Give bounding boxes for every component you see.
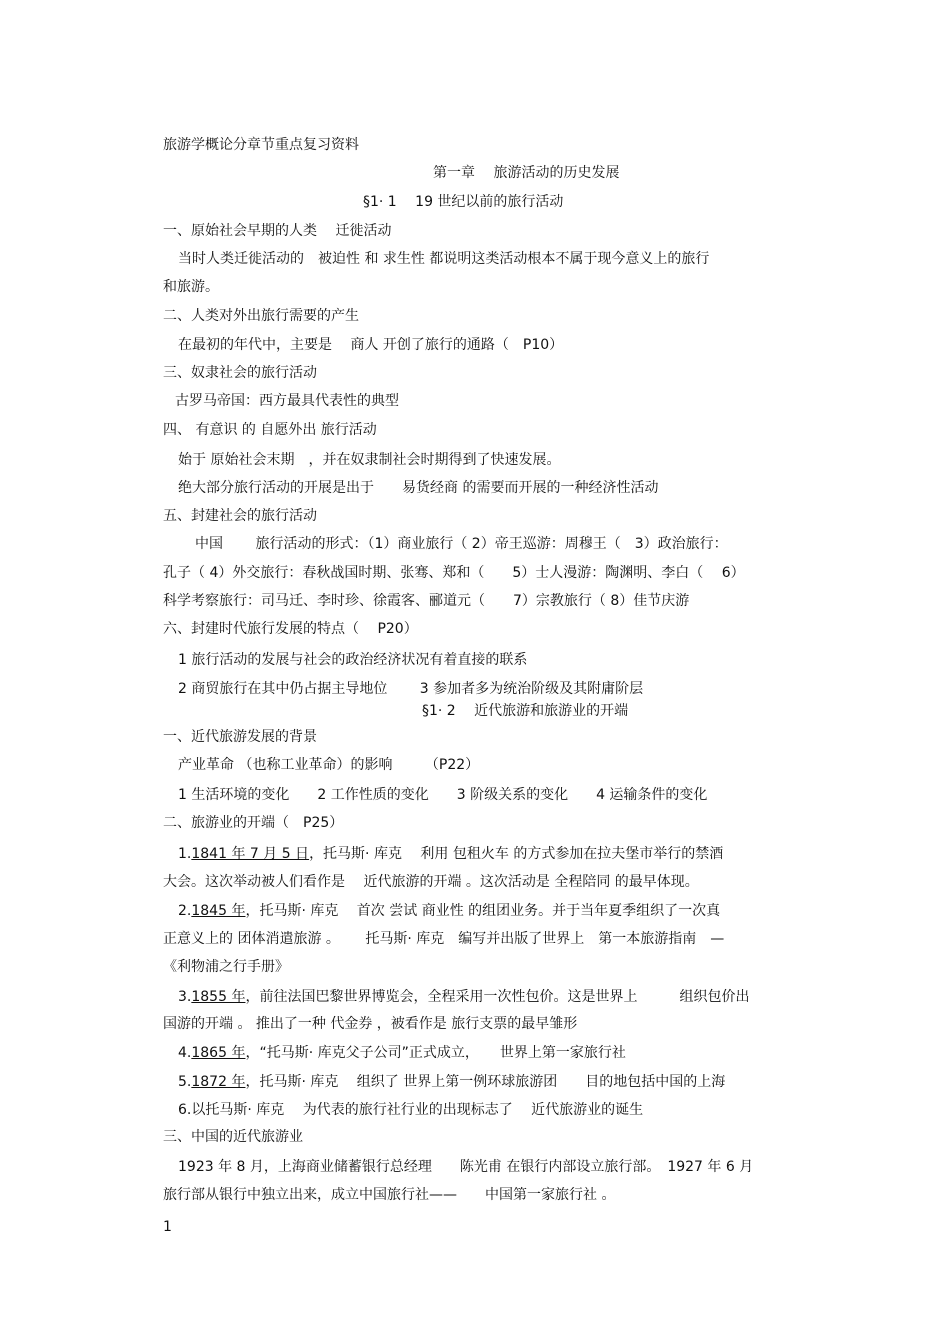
item-date: 1845 年 [191, 903, 246, 919]
paragraph: 绝大部分旅行活动的开展是出于 易货经商 的需要而开展的一种经济性活动 [178, 480, 659, 496]
heading: 三、中国的近代旅游业 [163, 1129, 303, 1145]
heading: 三、奴隶社会的旅行活动 [163, 365, 317, 381]
item-number: 1. [178, 846, 192, 862]
heading: 一、原始社会早期的人类 迁徙活动 [163, 223, 392, 239]
list-item: 1 生活环境的变化 2 工作性质的变化 3 阶级关系的变化 4 运输条件的变化 [178, 787, 708, 803]
item-date: 1872 年 [191, 1074, 246, 1090]
section-title: §1· 2 近代旅游和旅游业的开端 [422, 703, 629, 719]
chapter-title: 第一章 旅游活动的历史发展 [433, 165, 620, 181]
page-number: 1 [163, 1219, 172, 1235]
heading: 二、旅游业的开端（ P25） [163, 815, 344, 831]
heading: 四、 有意识 的 自愿外出 旅行活动 [163, 422, 377, 438]
paragraph: 《利物浦之行手册》 [163, 959, 289, 975]
list-item [178, 845, 723, 863]
paragraph: 古罗马帝国：西方最具代表性的典型 [175, 393, 399, 409]
item-text: ，托马斯· 库克 组织了 世界上第一例环球旅游团 目的地包括中国的上海 [245, 1074, 726, 1090]
heading: 六、封建时代旅行发展的特点（ P20） [163, 621, 418, 637]
list-item: 1 旅行活动的发展与社会的政治经济状况有着直接的联系 [178, 652, 528, 668]
section-title: §1· 1 19 世纪以前的旅行活动 [363, 194, 564, 210]
list-item: 2 商贸旅行在其中仍占据主导地位 3 参加者多为统治阶级及其附庸阶层 [178, 681, 644, 697]
heading: 五、封建社会的旅行活动 [163, 508, 317, 524]
heading: 一、近代旅游发展的背景 [163, 729, 317, 745]
item-date: 1855 年 [191, 989, 246, 1005]
paragraph: 科学考察旅行：司马迁、李时珍、徐霞客、郦道元（ 7）宗教旅行（ 8）佳节庆游 [163, 593, 690, 609]
item-text: ，托马斯· 库克 利用 包租火车 的方式参加在拉夫堡市举行的禁酒 [309, 846, 724, 862]
list-item [178, 1073, 725, 1091]
paragraph: 国游的开端 。 推出了一种 代金券 ，被看作是 旅行支票的最早雏形 [163, 1016, 578, 1032]
paragraph: 大会。这次举动被人们看作是 近代旅游的开端 。这次活动是 全程陪同 的最早体现。 [163, 874, 699, 890]
list-item [178, 1044, 626, 1062]
paragraph: 1923 年 8 月，上海商业储蓄银行总经理 陈光甫 在银行内部设立旅行部。 1927 年 6 月 [178, 1159, 754, 1175]
paragraph: 正意义上的 团体消遣旅游 。 托马斯· 库克 编写并出版了世界上 第一本旅游指南 — [163, 931, 725, 947]
item-date: 1841 年 7 月 5 日 [191, 846, 310, 862]
paragraph: 始于 原始社会末期 ，并在奴隶制社会时期得到了快速发展。 [178, 452, 561, 468]
item-number: 5. [178, 1074, 192, 1090]
item-number: 2. [178, 903, 192, 919]
paragraph: 当时人类迁徙活动的 被迫性 和 求生性 都说明这类活动根本不属于现今意义上的旅行 [178, 251, 710, 267]
item-text: ，托马斯· 库克 首次 尝试 商业性 的组团业务。并于当年夏季组织了一次真 [245, 903, 721, 919]
paragraph: 在最初的年代中，主要是 商人 开创了旅行的通路（ P10） [178, 337, 564, 353]
list-item [178, 988, 749, 1006]
item-date: 1865 年 [191, 1045, 246, 1061]
item-number: 3. [178, 989, 192, 1005]
paragraph: 中国 旅行活动的形式：（1）商业旅行（ 2）帝王巡游：周穆王（ 3）政治旅行： [195, 536, 728, 552]
item-number: 4. [178, 1045, 192, 1061]
list-item: 6.以托马斯· 库克 为代表的旅行社行业的出现标志了 近代旅游业的诞生 [178, 1102, 644, 1118]
heading: 二、人类对外出旅行需要的产生 [163, 308, 359, 324]
paragraph: 和旅游。 [163, 279, 219, 295]
paragraph: 孔子（ 4）外交旅行：春秋战国时期、张骞、郑和（ 5）士人漫游：陶渊明、李白（ 6） [163, 565, 745, 581]
document-title: 旅游学概论分章节重点复习资料 [163, 137, 359, 153]
paragraph: 产业革命 （也称工业革命）的影响 （P22） [178, 757, 480, 773]
item-text: ，“托马斯· 库克父子公司”正式成立， 世界上第一家旅行社 [245, 1045, 626, 1061]
item-text: ，前往法国巴黎世界博览会，全程采用一次性包价。这是世界上 组织包价出 [245, 989, 750, 1005]
list-item [178, 902, 720, 920]
paragraph: 旅行部从银行中独立出来，成立中国旅行社—— 中国第一家旅行社 。 [163, 1187, 616, 1203]
